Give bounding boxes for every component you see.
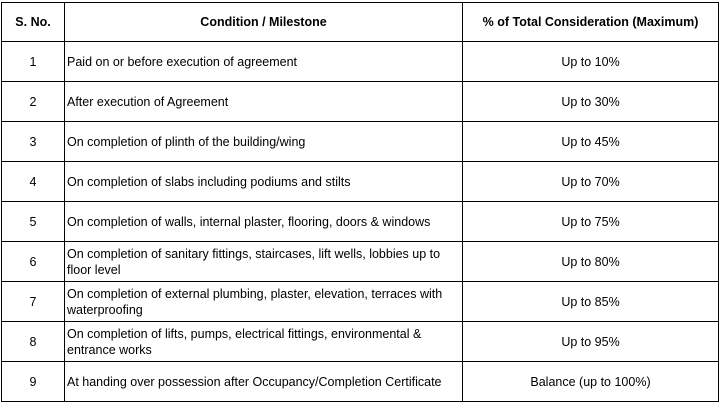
table-body	[2, 42, 719, 402]
row-percent: Up to 30%	[463, 82, 719, 122]
header-sno: S. No.	[2, 3, 65, 42]
row-condition: On completion of slabs including podiums and stilts	[65, 162, 463, 202]
row-sno: 3	[2, 122, 65, 162]
table-row	[2, 362, 719, 402]
row-percent: Up to 80%	[463, 242, 719, 282]
row-sno: 9	[2, 362, 65, 402]
row-condition: At handing over possession after Occupancy/Completion Certificate	[65, 362, 463, 402]
header-condition: Condition / Milestone	[65, 3, 463, 42]
table-row	[2, 282, 719, 322]
row-sno: 2	[2, 82, 65, 122]
row-sno: 4	[2, 162, 65, 202]
row-condition: After execution of Agreement	[65, 82, 463, 122]
table-row	[2, 322, 719, 362]
row-percent: Balance (up to 100%)	[463, 362, 719, 402]
row-sno: 1	[2, 42, 65, 82]
table-row	[2, 242, 719, 282]
row-percent: Up to 45%	[463, 122, 719, 162]
row-percent: Up to 10%	[463, 42, 719, 82]
row-condition: Paid on or before execution of agreement	[65, 42, 463, 82]
table-row	[2, 122, 719, 162]
row-condition: On completion of walls, internal plaster, flooring, doors & windows	[65, 202, 463, 242]
row-percent: Up to 70%	[463, 162, 719, 202]
row-sno: 8	[2, 322, 65, 362]
table-header	[2, 3, 719, 42]
table-row	[2, 162, 719, 202]
header-row	[2, 3, 719, 42]
row-condition: On completion of lifts, pumps, electrical fittings, environmental & entrance works	[65, 322, 463, 362]
row-sno: 5	[2, 202, 65, 242]
row-percent: Up to 75%	[463, 202, 719, 242]
payment-schedule-table	[1, 2, 719, 402]
table-row	[2, 82, 719, 122]
table-row	[2, 202, 719, 242]
row-percent: Up to 85%	[463, 282, 719, 322]
row-condition: On completion of external plumbing, plaster, elevation, terraces with waterproofing	[65, 282, 463, 322]
row-sno: 6	[2, 242, 65, 282]
row-condition: On completion of sanitary fittings, staircases, lift wells, lobbies up to floor level	[65, 242, 463, 282]
header-percent: % of Total Consideration (Maximum)	[463, 3, 719, 42]
table-row	[2, 42, 719, 82]
row-condition: On completion of plinth of the building/wing	[65, 122, 463, 162]
row-sno: 7	[2, 282, 65, 322]
row-percent: Up to 95%	[463, 322, 719, 362]
